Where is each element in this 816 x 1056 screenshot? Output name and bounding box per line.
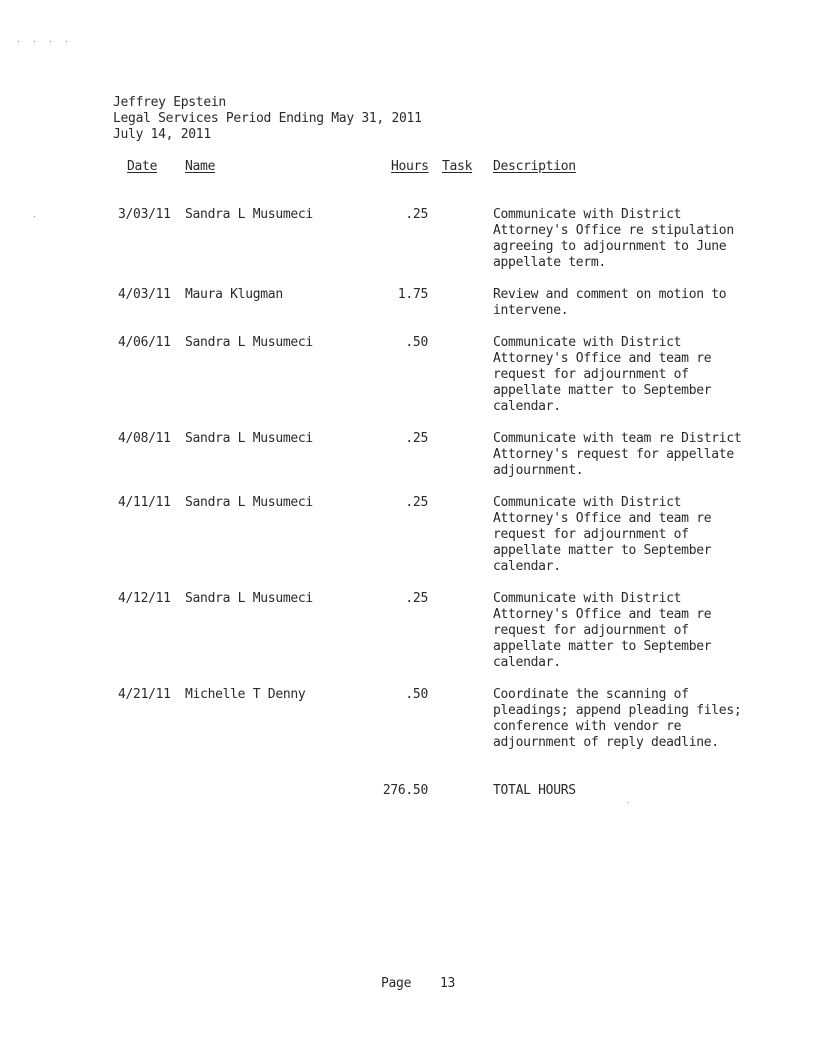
entry-date: 4/11/11 <box>118 495 171 510</box>
billing-period: Legal Services Period Ending May 31, 2011 <box>113 111 422 126</box>
entry-timekeeper: Sandra L Musumeci <box>185 335 313 350</box>
entry-date: 4/12/11 <box>118 591 171 606</box>
column-header-task: Task <box>442 159 473 174</box>
entry-description: Communicate with District Attorney's Office and team re request for adjournment of appellate matter to September calendar. <box>493 495 712 574</box>
client-name: Jeffrey Epstein <box>113 95 226 110</box>
document-date: July 14, 2011 <box>113 127 211 142</box>
scan-speck <box>50 41 51 42</box>
entry-date: 4/03/11 <box>118 287 171 302</box>
entry-hours: 1.75 <box>397 287 428 302</box>
column-header-name: Name <box>185 159 216 174</box>
entry-hours: .50 <box>405 687 428 702</box>
entry-timekeeper: Maura Klugman <box>185 287 283 302</box>
entry-timekeeper: Sandra L Musumeci <box>185 431 313 446</box>
entry-description: Communicate with team re District Attorney's request for appellate adjournment. <box>493 431 742 478</box>
entry-description: Communicate with District Attorney's Office and team re request for adjournment of appellate matter to September calendar. <box>493 335 712 414</box>
scan-speck <box>627 802 628 803</box>
entry-date: 4/06/11 <box>118 335 171 350</box>
column-header-date: Date <box>127 159 158 174</box>
column-header-hours: Hours <box>391 159 429 174</box>
entry-timekeeper: Michelle T Denny <box>185 687 306 702</box>
column-header-description: Description <box>493 159 576 174</box>
total-hours-label: TOTAL HOURS <box>493 783 576 798</box>
entry-timekeeper: Sandra L Musumeci <box>185 495 313 510</box>
entry-date: 4/21/11 <box>118 687 171 702</box>
scan-speck <box>34 216 35 217</box>
entry-timekeeper: Sandra L Musumeci <box>185 591 313 606</box>
total-hours-value: 276.50 <box>382 783 428 798</box>
scan-speck <box>34 41 35 42</box>
entry-description: Review and comment on motion to intervene. <box>493 287 727 318</box>
entry-description: Coordinate the scanning of pleadings; append pleading files; conference with vendor re adjournment of reply deadline. <box>493 687 742 750</box>
entry-date: 4/08/11 <box>118 431 171 446</box>
entry-date: 3/03/11 <box>118 207 171 222</box>
entry-hours: .25 <box>405 431 428 446</box>
scan-speck <box>66 41 67 42</box>
entry-hours: .25 <box>405 495 428 510</box>
entry-hours: .25 <box>405 207 428 222</box>
entry-description: Communicate with District Attorney's Office and team re request for adjournment of appellate matter to September calendar. <box>493 591 712 670</box>
entry-timekeeper: Sandra L Musumeci <box>185 207 313 222</box>
entry-hours: .50 <box>405 335 428 350</box>
entry-description: Communicate with District Attorney's Office re stipulation agreeing to adjournment to June appellate term. <box>493 207 734 270</box>
scan-speck <box>18 41 19 42</box>
entry-hours: .25 <box>405 591 428 606</box>
page-number: 13 <box>440 976 456 991</box>
page-label: Page <box>381 976 412 991</box>
